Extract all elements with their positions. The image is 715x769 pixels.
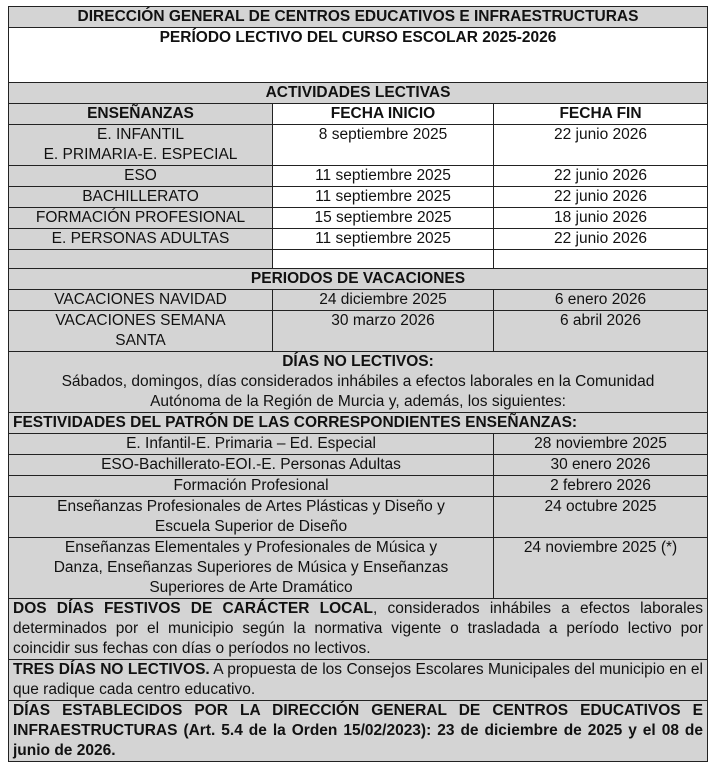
establecidos-paragraph	[13, 701, 703, 761]
ensenanza-line: E. INFANTIL	[97, 126, 184, 143]
vacacion-name	[9, 311, 273, 352]
empty-cell	[273, 250, 494, 269]
festividad-name: E. Infantil-E. Primaria – Ed. Especial	[9, 434, 494, 455]
tres-dias-text: A propuesta de los Consejos Escolares Municipales del municipio en el que radique cada centro educativo.	[13, 661, 703, 698]
document-title: DIRECCIÓN GENERAL DE CENTROS EDUCATIVOS E INFRAESTRUCTURAS	[9, 7, 708, 28]
festividad-name	[9, 497, 494, 538]
empty-row	[9, 250, 708, 269]
school-calendar-document	[8, 6, 707, 762]
table-row	[9, 538, 708, 599]
tres-dias-cell	[9, 660, 708, 701]
festividad-date: 24 octubre 2025	[494, 497, 708, 538]
no-lectivos-cell	[9, 352, 708, 413]
table-row	[9, 125, 708, 166]
table-row	[9, 476, 708, 497]
establecidos-text: (Art. 5.4 de la Orden 15/02/2023):	[177, 722, 438, 739]
fecha-inicio: 11 septiembre 2025	[273, 187, 494, 208]
ensenanza-name	[9, 125, 273, 166]
fecha-fin: 22 junio 2026	[494, 187, 708, 208]
festividad-name	[9, 538, 494, 599]
festivos-locales-row	[9, 599, 708, 660]
fecha-fin: 18 junio 2026	[494, 208, 708, 229]
table-row	[9, 187, 708, 208]
col-header-fecha-fin: FECHA FIN	[494, 104, 708, 125]
fecha-inicio: 8 septiembre 2025	[273, 125, 494, 166]
col-header-fecha-inicio: FECHA INICIO	[273, 104, 494, 125]
festividad-date: 30 enero 2026	[494, 455, 708, 476]
fecha-fin: 22 junio 2026	[494, 166, 708, 187]
festividad-line: Enseñanzas Elementales y Profesionales de Música y	[64, 539, 438, 556]
no-lectivos-title: DÍAS NO LECTIVOS:	[282, 353, 434, 370]
festividad-line: Escuela Superior de Diseño	[154, 518, 348, 535]
lectivas-section-title: ACTIVIDADES LECTIVAS	[9, 83, 708, 104]
fecha-fin: 22 junio 2026	[494, 229, 708, 250]
ensenanza-line: E. PRIMARIA-E. ESPECIAL	[43, 146, 238, 163]
table-row	[9, 166, 708, 187]
establecidos-cell	[9, 701, 708, 762]
period-title: PERÍODO LECTIVO DEL CURSO ESCOLAR 2025-2026	[9, 28, 708, 83]
vacacion-line: SANTA	[115, 332, 166, 349]
vacacion-line: VACACIONES SEMANA	[55, 312, 226, 329]
table-row	[9, 229, 708, 250]
festividades-title: FESTIVIDADES DEL PATRÓN DE LAS CORRESPONDIENTES ENSEÑANZAS:	[9, 413, 708, 434]
lectivas-section-row	[9, 83, 708, 104]
ensenanza-name: ESO	[9, 166, 273, 187]
table-row	[9, 455, 708, 476]
establecidos-bold: DÍAS ESTABLECIDOS POR LA DIRECCIÓN GENERAL DE CENTROS EDUCATIVOS E INFRAESTRUCTURAS	[13, 702, 703, 739]
ensenanza-name: FORMACIÓN PROFESIONAL	[9, 208, 273, 229]
establecidos-dates: 23 de diciembre de 2025 y el 08 de junio de 2026.	[13, 722, 704, 759]
ensenanza-name: E. PERSONAS ADULTAS	[9, 229, 273, 250]
table-row	[9, 434, 708, 455]
fecha-fin: 6 abril 2026	[494, 311, 708, 352]
tres-dias-row	[9, 660, 708, 701]
festivos-locales-paragraph	[13, 599, 703, 659]
table-row	[9, 497, 708, 538]
table-row	[9, 311, 708, 352]
festividad-date: 24 noviembre 2025 (*)	[494, 538, 708, 599]
festivos-locales-bold: DOS DÍAS FESTIVOS DE CARÁCTER LOCAL	[13, 600, 373, 617]
lectivas-header-row	[9, 104, 708, 125]
fecha-inicio: 15 septiembre 2025	[273, 208, 494, 229]
period-row	[9, 28, 708, 83]
no-lectivos-text: Autónoma de la Región de Murcia y, además, los siguientes:	[150, 393, 566, 410]
festividades-title-row	[9, 413, 708, 434]
festividad-name: Formación Profesional	[9, 476, 494, 497]
fecha-fin: 22 junio 2026	[494, 125, 708, 166]
empty-cell	[494, 250, 708, 269]
tres-dias-paragraph	[13, 660, 703, 700]
festivos-locales-cell	[9, 599, 708, 660]
fecha-inicio: 11 septiembre 2025	[273, 166, 494, 187]
calendar-table	[8, 6, 708, 762]
empty-cell	[9, 250, 273, 269]
no-lectivos-text: Sábados, domingos, días considerados inhábiles a efectos laborales en la Comunidad	[61, 373, 655, 390]
fecha-inicio: 30 marzo 2026	[273, 311, 494, 352]
fecha-fin: 6 enero 2026	[494, 290, 708, 311]
ensenanza-name: BACHILLERATO	[9, 187, 273, 208]
vacacion-name: VACACIONES NAVIDAD	[9, 290, 273, 311]
col-header-ensenanzas: ENSEÑANZAS	[9, 104, 273, 125]
vacaciones-section-title: PERIODOS DE VACACIONES	[9, 269, 708, 290]
festividad-date: 28 noviembre 2025	[494, 434, 708, 455]
tres-dias-bold: TRES DÍAS NO LECTIVOS.	[13, 661, 210, 678]
no-lectivos-row	[9, 352, 708, 413]
table-row	[9, 290, 708, 311]
festividad-name: ESO-Bachillerato-EOI.-E. Personas Adultas	[9, 455, 494, 476]
table-row	[9, 208, 708, 229]
vacaciones-section-row	[9, 269, 708, 290]
festividad-date: 2 febrero 2026	[494, 476, 708, 497]
festividad-line: Enseñanzas Profesionales de Artes Plásticas y Diseño y	[57, 498, 445, 515]
festividad-line: Superiores de Arte Dramático	[149, 579, 353, 596]
festividad-line: Danza, Enseñanzas Superiores de Música y Enseñanzas	[53, 559, 449, 576]
header-row	[9, 7, 708, 28]
fecha-inicio: 11 septiembre 2025	[273, 229, 494, 250]
establecidos-row	[9, 701, 708, 762]
fecha-inicio: 24 diciembre 2025	[273, 290, 494, 311]
festivos-locales-text: , considerados inhábiles a efectos laborales determinados por el municipio según la normativa vigente o trasladada a período lectivo por coincidir sus fechas con días o períodos no lectivos.	[13, 600, 703, 657]
